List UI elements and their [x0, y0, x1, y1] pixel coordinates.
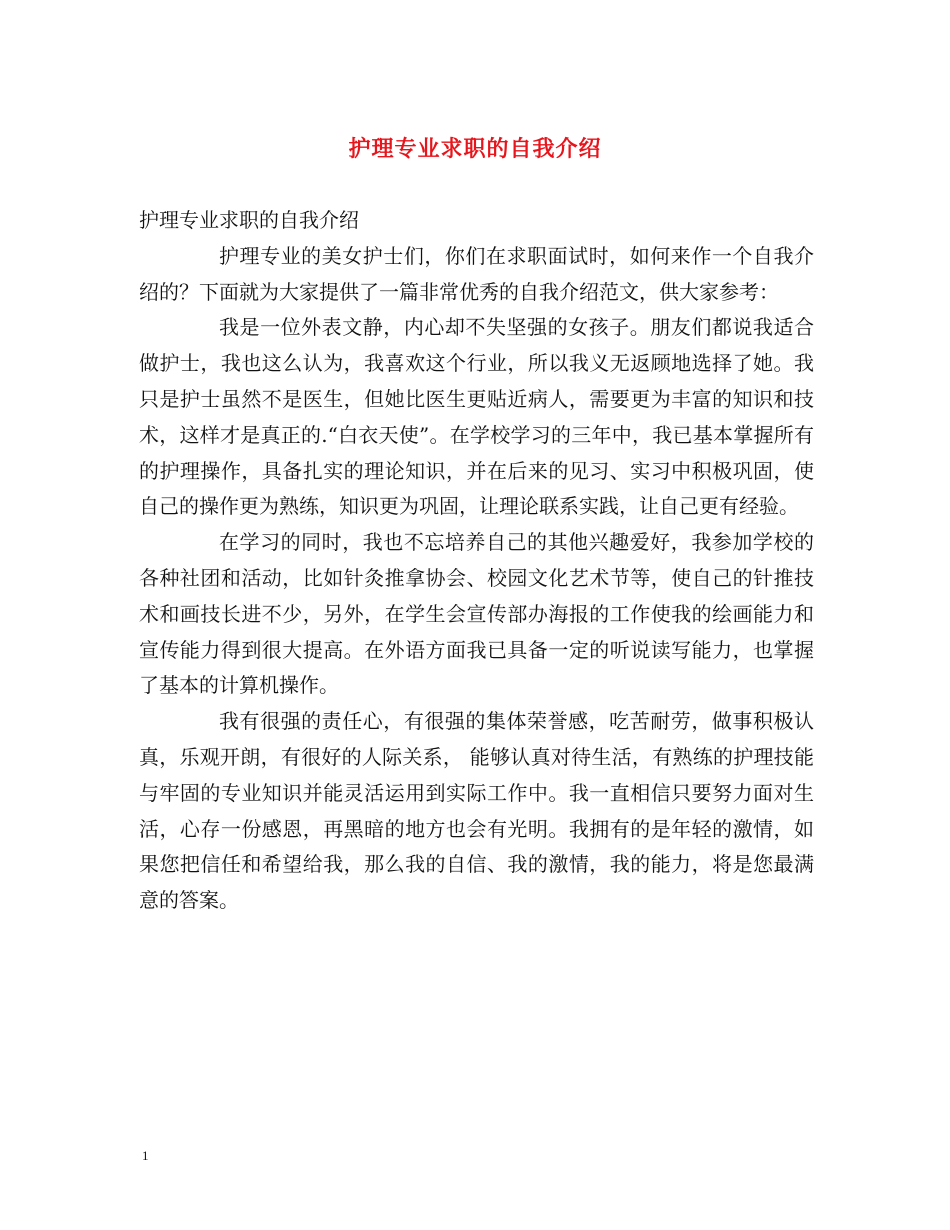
paragraph-intro: 护理专业的美女护士们，你们在求职面试时，如何来作一个自我介绍的？下面就为大家提供了一篇非常优秀的自我介绍范文，供大家参考：: [139, 243, 814, 304]
page-number: 1: [142, 1148, 149, 1163]
paragraph-qualities: 我有很强的责任心，有很强的集体荣誉感，吃苦耐劳，做事积极认真，乐观开朗，有很好的人际关系， 能够认真对待生活，有熟练的护理技能与牢固的专业知识并能灵活运用到实际工作中。我一直相信只要努力面对生活，心存一份感恩，再黑暗的地方也会有光明。我拥有的是年轻的激情，如果您把信任和希望给我，那么我的自信、我的激情，我的能力，将是您最满意的答案。: [139, 709, 814, 913]
paragraph-personality: 我是一位外表文静，内心却不失坚强的女孩子。朋友们都说我适合做护士，我也这么认为，我喜欢这个行业，所以我义无返顾地选择了她。我只是护士虽然不是医生，但她比医生更贴近病人，需要更为丰富的知识和技术，这样才是真正的.“白衣天使”。在学校学习的三年中，我已基本掌握所有的护理操作，具备扎实的理论知识，并在后来的见习、实习中积极巩固，使自己的操作更为熟练，知识更为巩固，让理论联系实践，让自己更有经验。: [139, 315, 814, 519]
paragraph-hobbies: 在学习的同时，我也不忘培养自己的其他兴趣爱好，我参加学校的各种社团和活动，比如针灸推拿协会、校园文化艺术节等，使自己的针推技术和画技长进不少，另外，在学生会宣传部办海报的工作使我的绘画能力和宣传能力得到很大提高。在外语方面我已具备一定的听说读写能力，也掌握了基本的计算机操作。: [139, 530, 814, 698]
document-subtitle: 护理专业求职的自我介绍: [139, 208, 359, 232]
document-body: [139, 203, 814, 919]
document-title: 护理专业求职的自我介绍: [348, 136, 602, 162]
